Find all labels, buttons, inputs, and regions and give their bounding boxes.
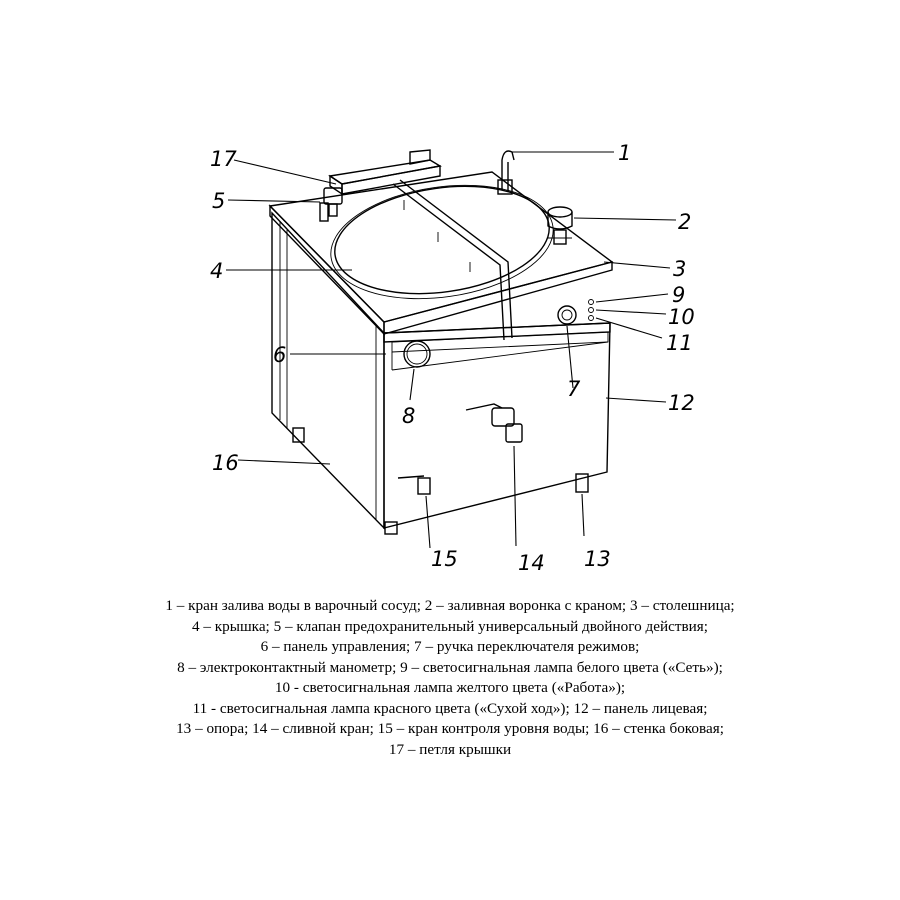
water-fill-tap bbox=[498, 151, 514, 194]
side-wall bbox=[272, 213, 384, 528]
callout-1: 1 bbox=[618, 141, 632, 165]
callout-8: 8 bbox=[402, 404, 416, 428]
lamp-red bbox=[589, 316, 594, 321]
countertop bbox=[270, 172, 612, 334]
filling-funnel bbox=[548, 207, 572, 244]
legend-line: 11 - светосигнальная лампа красного цвета («Сухой ход»); 12 – панель лицевая; bbox=[192, 699, 708, 717]
callout-15: 15 bbox=[431, 547, 458, 571]
callout-11: 11 bbox=[666, 331, 693, 355]
legend bbox=[60, 596, 840, 760]
legend-line: 1 – кран залива воды в варочный сосуд; 2 – заливная воронка с краном; 3 – столешница; bbox=[165, 597, 735, 614]
lamp-white bbox=[589, 300, 594, 305]
callout-numbers bbox=[210, 141, 695, 575]
callout-9: 9 bbox=[672, 283, 686, 307]
legend-line: 6 – панель управления; 7 – ручка переключателя режимов; bbox=[260, 638, 640, 655]
leader-lines bbox=[226, 152, 676, 548]
callout-6: 6 bbox=[273, 343, 287, 367]
control-panel bbox=[384, 323, 610, 342]
legend-line: 17 – петля крышки bbox=[388, 740, 512, 758]
drain-tap bbox=[466, 404, 522, 442]
lamp-yellow bbox=[589, 308, 594, 313]
callout-4: 4 bbox=[210, 259, 224, 283]
callout-17: 17 bbox=[210, 147, 237, 171]
legend-line: 4 – крышка; 5 – клапан предохранительный универсальный двойного действия; bbox=[192, 617, 708, 635]
legend-line: 13 – опора; 14 – сливной кран; 15 – кран контроля уровня воды; 16 – стенка боковая; bbox=[176, 720, 724, 737]
lid-handle-strap bbox=[393, 180, 512, 340]
callout-2: 2 bbox=[678, 210, 692, 234]
callout-14: 14 bbox=[518, 551, 545, 575]
callout-10: 10 bbox=[668, 305, 695, 329]
legend-line: 8 – электроконтактный манометр; 9 – светосигнальная лампа белого цвета («Сеть»); bbox=[177, 658, 723, 676]
lid-hinge bbox=[330, 150, 440, 194]
callout-13: 13 bbox=[584, 547, 611, 571]
legend-line: 10 - светосигнальная лампа желтого цвета («Работа»); bbox=[274, 679, 626, 696]
callout-16: 16 bbox=[212, 451, 239, 475]
pressure-gauge bbox=[404, 341, 430, 367]
cabinet bbox=[272, 213, 610, 534]
safety-valve bbox=[320, 188, 342, 221]
water-level-tap bbox=[398, 476, 430, 494]
callout-3: 3 bbox=[673, 257, 687, 281]
callout-12: 12 bbox=[668, 391, 695, 415]
mode-switch-knob bbox=[558, 306, 576, 324]
callout-7: 7 bbox=[567, 377, 581, 401]
callout-5: 5 bbox=[212, 189, 226, 213]
